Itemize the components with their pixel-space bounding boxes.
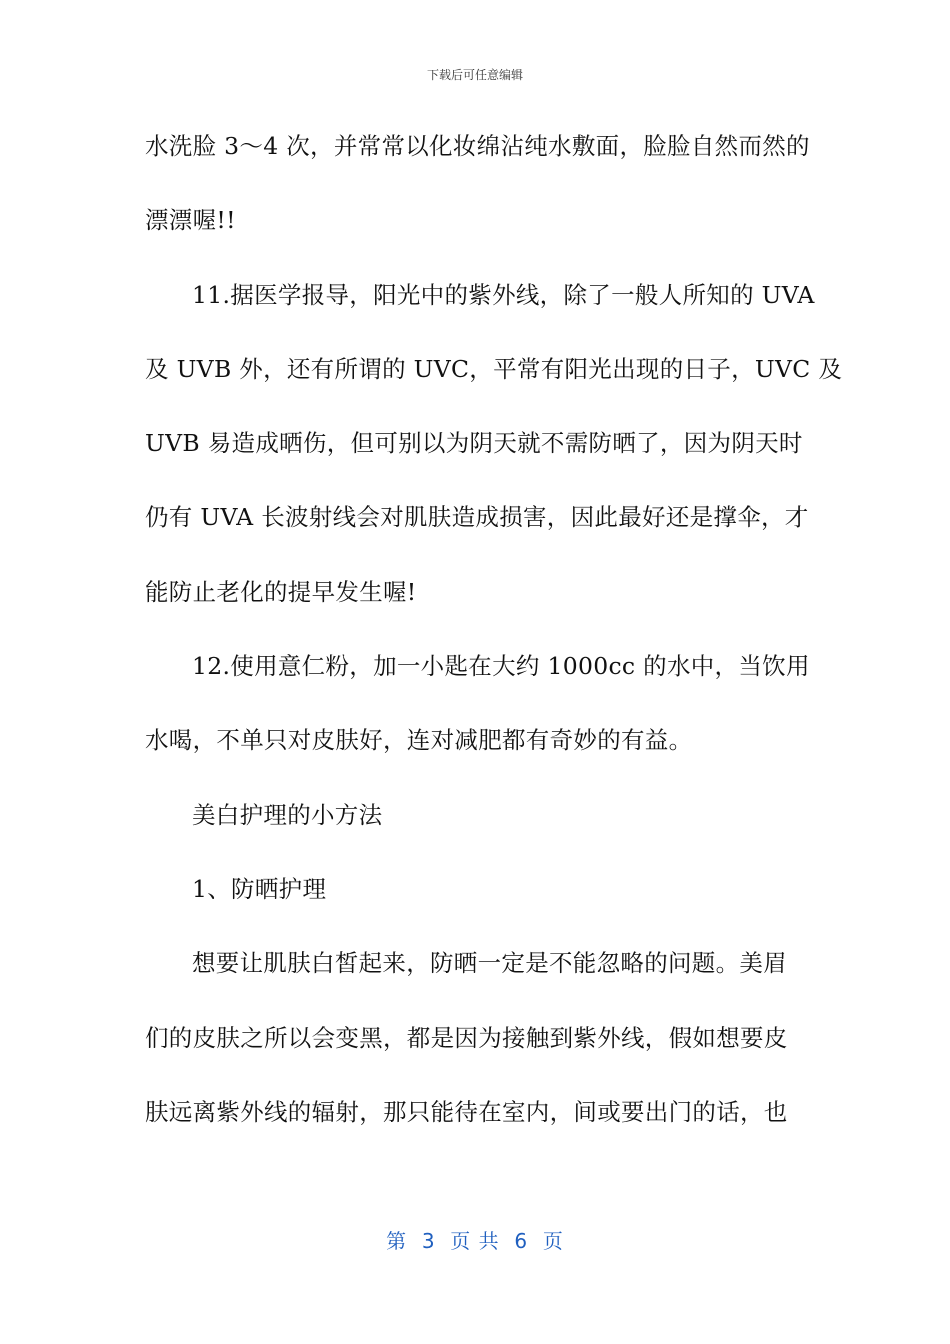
text-line: 仍有 UVA 长波射线会对肌肤造成损害，因此最好还是撑伞，才 — [145, 503, 809, 532]
text-line: 及 UVB 外，还有所谓的 UVC，平常有阳光出现的日子，UVC 及 — [145, 354, 843, 383]
text-line: 能防止老化的提早发生喔! — [145, 577, 417, 606]
subsection-heading: 1、防晒护理 — [192, 874, 327, 903]
paragraph-line: 想要让肌肤白皙起来，防晒一定是不能忽略的问题。美眉 — [192, 949, 787, 978]
paragraph-line: 12.使用意仁粉，加一小匙在大约 1000cc 的水中，当饮用 — [192, 652, 810, 681]
text-line: 漂漂喔!! — [145, 206, 236, 235]
page-number-text: 第 3 页 共 6 页 — [386, 1229, 564, 1253]
paragraph-line: 11.据医学报导，阳光中的紫外线，除了一般人所知的 UVA — [192, 280, 815, 309]
header-note: 下载后可任意编辑 — [426, 68, 523, 82]
section-heading: 美白护理的小方法 — [192, 800, 383, 829]
text-line: 水喝，不单只对皮肤好，连对减肥都有奇妙的有益。 — [145, 726, 693, 755]
text-line: 们的皮肤之所以会变黑，都是因为接触到紫外线，假如想要皮 — [145, 1023, 788, 1052]
page-number-footer — [0, 1225, 950, 1254]
body-text — [145, 124, 843, 1164]
text-line: UVB 易造成晒伤，但可别以为阴天就不需防晒了，因为阴天时 — [145, 429, 803, 458]
text-line: 水洗脸 3～4 次，并常常以化妆绵沾纯水敷面，脸脸自然而然的 — [145, 132, 810, 160]
text-line: 肤远离紫外线的辐射，那只能待在室内，间或要出门的话，也 — [145, 1097, 788, 1126]
